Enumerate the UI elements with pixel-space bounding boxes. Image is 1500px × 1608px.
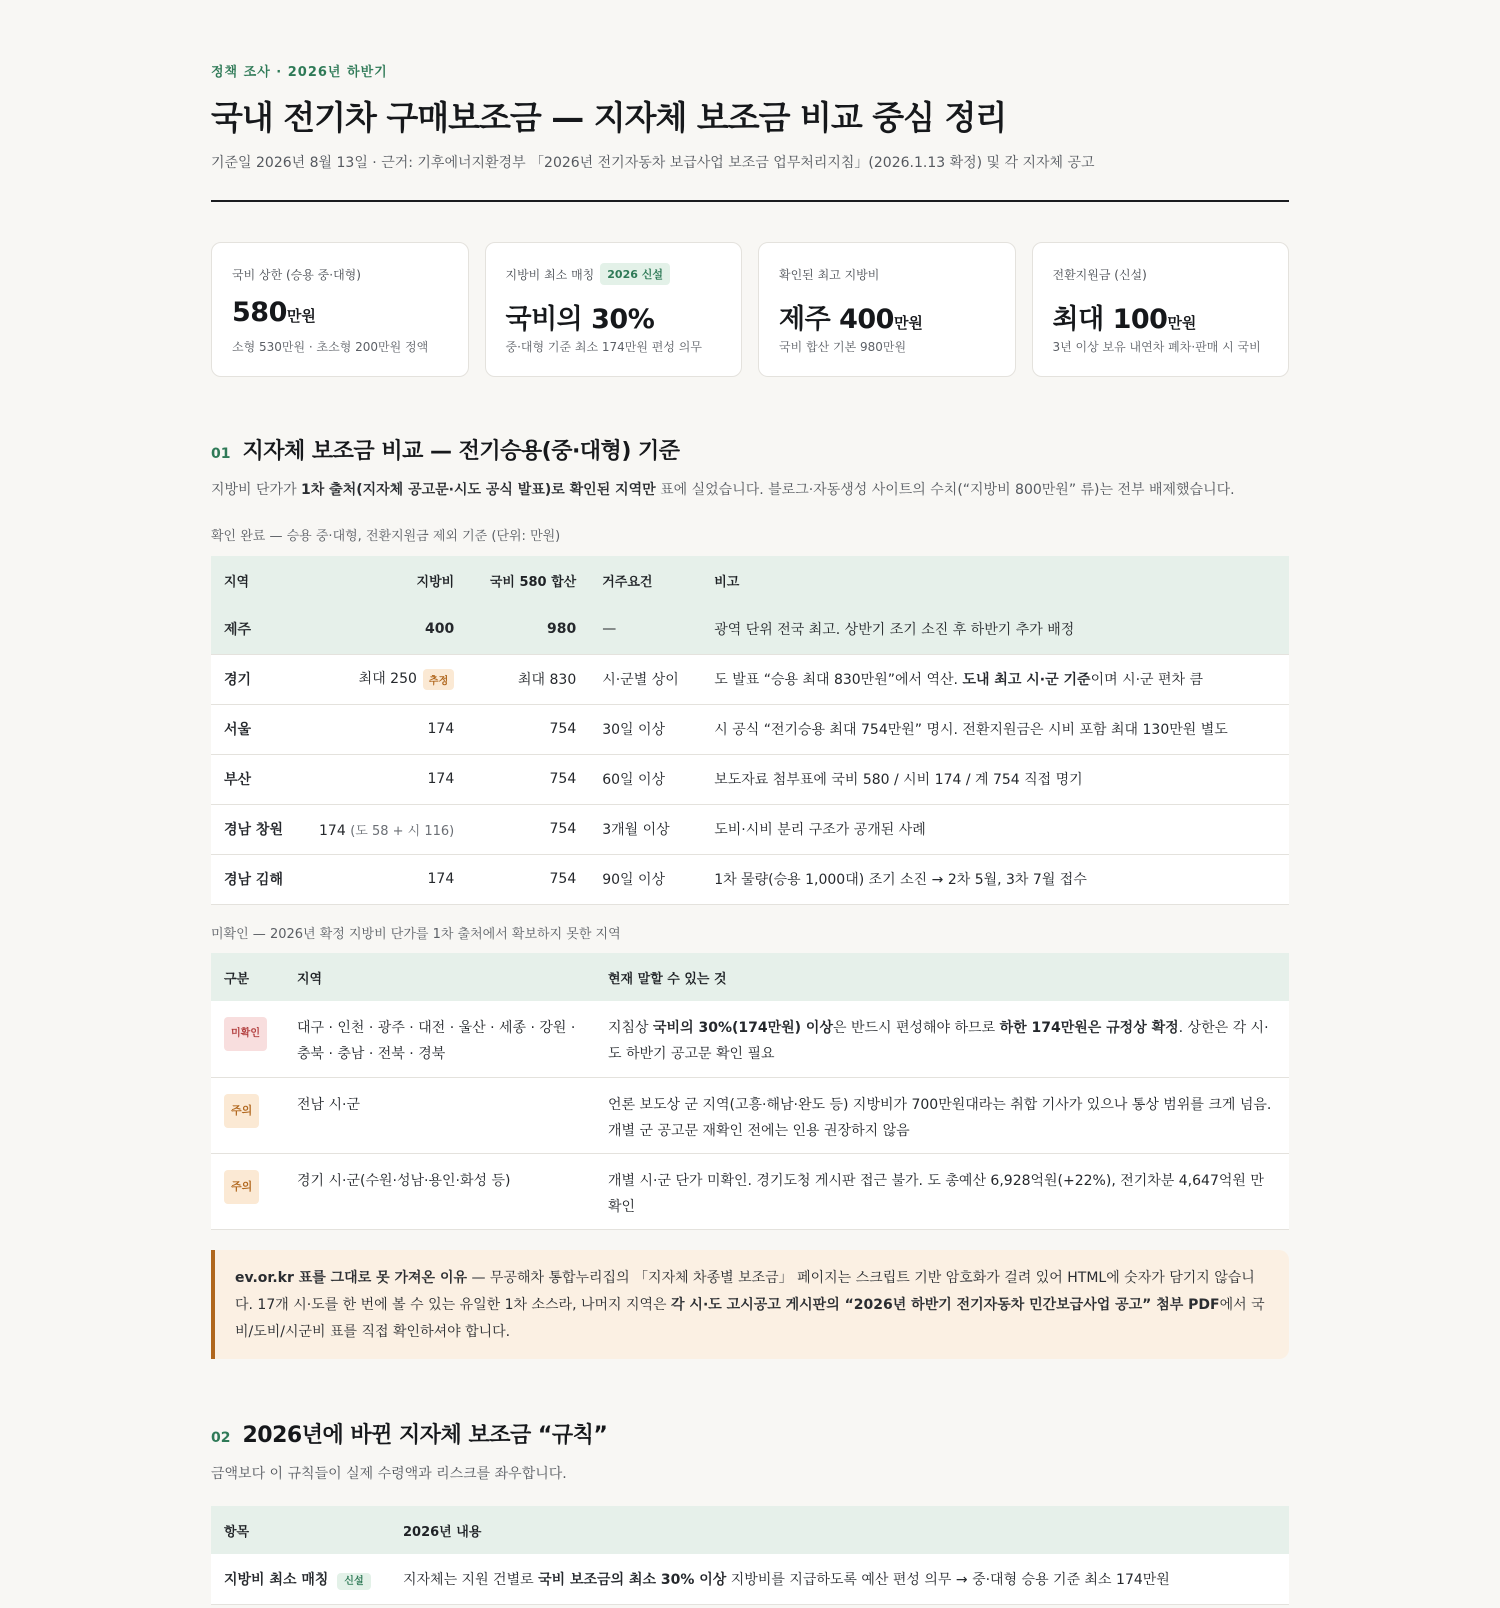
estimate-badge: 추정 [423, 669, 454, 690]
note-cell: 도비·시비 분리 구조가 공개된 사례 [701, 804, 1289, 854]
card-value [1053, 297, 1269, 336]
region-cell: 부산 [211, 754, 306, 804]
statement-cell: 개별 시·군 단가 미확인. 경기도청 게시판 접근 불가. 도 총예산 6,928억원(+22%), 전기차분 4,647억원 만 확인 [595, 1153, 1289, 1229]
summary-cards [211, 242, 1289, 377]
statement-cell [595, 1001, 1289, 1077]
caution-badge: 주의 [224, 1094, 259, 1128]
status-cell [211, 1077, 284, 1153]
caution-badge: 주의 [224, 1170, 259, 1204]
card-label-text: 지방비 최소 매칭 [505, 267, 595, 282]
evorkr-callout [211, 1250, 1289, 1359]
note-text: 이며 시·군 편차 큼 [1090, 672, 1204, 688]
summary-card-local-matching [485, 242, 743, 377]
local-subsidy-value: 174 [319, 822, 346, 839]
column-header: 구분 [211, 953, 284, 1001]
note-text: 도 발표 “승용 최대 830만원”에서 역산. [714, 672, 963, 688]
callout-emphasis: 각 시·도 고시공고 게시판의 “2026년 하반기 전기자동차 민간보급사업 공고” 첨부 PDF [671, 1297, 1220, 1313]
card-label [232, 263, 448, 285]
status-cell [211, 1153, 284, 1229]
region-cell: 경기 [211, 654, 306, 704]
table-header-row [211, 953, 1289, 1001]
section-01-description [211, 479, 1235, 499]
eyebrow: 정책 조사 · 2026년 하반기 [211, 65, 388, 80]
total-subsidy-cell: 754 [467, 804, 589, 854]
unconfirmed-regions-table [211, 953, 1289, 1230]
desc-text: 표에 실었습니다. 블로그·자동생성 사이트의 수치(“지방비 800만원” 류)는 전부 배제했습니다. [655, 482, 1235, 498]
region-cell: 경남 창원 [211, 804, 306, 854]
confirmed-table-caption: 확인 완료 — 승용 중·대형, 전환지원금 제외 기준 (단위: 만원) [211, 529, 561, 544]
residence-cell: 30일 이상 [589, 704, 701, 754]
card-value [506, 297, 722, 336]
table-row [211, 1001, 1289, 1077]
local-subsidy-cell [306, 804, 467, 854]
table-row [211, 604, 1289, 654]
section-number: 02 [211, 1430, 231, 1446]
table-row [211, 1554, 1289, 1604]
summary-card-conversion [1032, 242, 1290, 377]
statement-text: 지침상 [608, 1020, 654, 1036]
statement-text: 은 반드시 편성해야 하므로 [832, 1020, 1000, 1036]
summary-card-national-cap [211, 242, 469, 377]
card-label [506, 263, 722, 285]
desc-text: 지방비 단가가 [211, 482, 302, 498]
card-value-number: 국비의 30% [505, 304, 655, 335]
rule-content-cell [390, 1554, 1289, 1604]
statement-emphasis: 국비의 30%(174만원) 이상 [653, 1020, 833, 1036]
region-cell: 서울 [211, 704, 306, 754]
column-header: 현재 말할 수 있는 것 [595, 953, 1289, 1001]
table-row [211, 704, 1289, 754]
local-subsidy-cell: 174 [306, 704, 467, 754]
statement-text: . 상한은 각 시·도 하반기 공고문 확인 필요 [608, 1020, 1269, 1062]
rule-emphasis: 국비 보조금의 최소 30% 이상 [538, 1571, 727, 1588]
card-value-number: 최대 100 [1052, 304, 1168, 335]
card-note: 중·대형 기준 최소 174만원 편성 의무 [505, 340, 702, 354]
unconfirmed-table-caption: 미확인 — 2026년 확정 지방비 단가를 1차 출처에서 확보하지 못한 지역 [211, 927, 621, 942]
local-subsidy-breakdown: (도 58 + 시 116) [350, 823, 455, 839]
note-cell [701, 654, 1289, 704]
table-header-row [211, 556, 1289, 604]
page-subtitle: 기준일 2026년 8월 13일 · 근거: 기후에너지환경부 「2026년 전기자동차 보급사업 보조금 업무처리지침」(2026.1.13 확정) 및 각 지자체 공고 [211, 155, 1095, 171]
section-02-description: 금액보다 이 규칙들이 실제 수령액과 리스크를 좌우합니다. [211, 1466, 567, 1482]
note-cell: 시 공식 “전기승용 최대 754만원” 명시. 전환지원금은 시비 포함 최대 130만원 별도 [701, 704, 1289, 754]
title-divider [211, 200, 1289, 202]
card-note: 국비 합산 기본 980만원 [779, 340, 907, 354]
rule-text: 지자체는 지원 건별로 [403, 1571, 539, 1588]
new-badge: 신설 [337, 1573, 370, 1590]
column-header: 지방비 [306, 556, 467, 604]
note-cell: 1차 물량(승용 1,000대) 조기 소진 → 2차 5월, 3차 7월 접수 [701, 854, 1289, 904]
region-cell: 전남 시·군 [284, 1077, 595, 1153]
column-header: 거주요건 [589, 556, 701, 604]
table-row [211, 854, 1289, 904]
section-title: 지자체 보조금 비교 — 전기승용(중·대형) 기준 [242, 439, 680, 464]
card-label-text: 확인된 최고 지방비 [779, 267, 880, 282]
summary-card-top-local [758, 242, 1016, 377]
local-subsidy-cell: 174 [306, 754, 467, 804]
table-row [211, 804, 1289, 854]
table-row [211, 654, 1289, 704]
callout-text: 에서 국비/도비/시군비 표를 직접 확인하셔야 합니다. [235, 1297, 1265, 1340]
new-badge: 2026 신설 [600, 263, 670, 285]
column-header: 국비 580 합산 [467, 556, 589, 604]
section-title: 2026년에 바뀐 지자체 보조금 “규칙” [242, 1423, 608, 1448]
confirmed-regions-table [211, 556, 1289, 905]
desc-emphasis: 1차 출처(지자체 공고문·시도 공식 발표)로 확인된 지역만 [301, 482, 656, 498]
card-note: 소형 530만원 · 초소형 200만원 정액 [232, 340, 429, 354]
column-header: 2026년 내용 [390, 1506, 1289, 1554]
card-note: 3년 이상 보유 내연차 폐차·판매 시 국비 [1052, 340, 1261, 354]
total-subsidy-cell: 754 [467, 854, 589, 904]
local-subsidy-cell: 174 [306, 854, 467, 904]
callout-text: — 무공해차 통합누리집의 「지자체 차종별 보조금」 페이지는 스크립트 기반 암호화가 걸려 있어 HTML에 숫자가 담기지 않습니다. 17개 시·도를 한 번에 볼 수 있는 유일한 1차 소스라, 나머지 지역은 [235, 1270, 1255, 1313]
statement-cell: 언론 보도상 군 지역(고흥·해남·완도 등) 지방비가 700만원대라는 취합 기사가 있으나 통상 범위를 크게 넘음. 개별 군 공고문 재확인 전에는 인용 권장하지 않음 [595, 1077, 1289, 1153]
table-header-row [211, 1506, 1289, 1554]
section-number: 01 [211, 446, 231, 462]
card-value [232, 297, 448, 328]
page-title: 국내 전기차 구매보조금 — 지자체 보조금 비교 중심 정리 [211, 98, 1007, 137]
card-label-text: 국비 상한 (승용 중·대형) [232, 267, 361, 282]
note-cell: 보도자료 첨부표에 국비 580 / 시비 174 / 계 754 직접 명기 [701, 754, 1289, 804]
residence-cell: 시·군별 상이 [589, 654, 701, 704]
table-row [211, 1153, 1289, 1229]
column-header: 비고 [701, 556, 1289, 604]
card-value-number: 580 [232, 297, 287, 328]
card-value [779, 297, 995, 336]
column-header: 지역 [284, 953, 595, 1001]
total-subsidy-cell: 980 [467, 604, 589, 654]
callout-lead: ev.or.kr 표를 그대로 못 가져온 이유 [235, 1270, 467, 1286]
local-subsidy-value: 최대 250 [358, 671, 417, 688]
residence-cell: 90일 이상 [589, 854, 701, 904]
table-row [211, 754, 1289, 804]
rule-item-cell [211, 1554, 390, 1604]
total-subsidy-cell: 754 [467, 754, 589, 804]
section-02-heading [211, 1418, 607, 1449]
residence-cell: — [589, 604, 701, 654]
local-subsidy-cell: 400 [306, 604, 467, 654]
region-cell: 경기 시·군(수원·성남·용인·화성 등) [284, 1153, 595, 1229]
total-subsidy-cell: 754 [467, 704, 589, 754]
column-header: 지역 [211, 556, 306, 604]
rule-item-label: 지방비 최소 매칭 [224, 1571, 329, 1588]
rule-text: 지방비를 지급하도록 예산 편성 의무 → 중·대형 승용 기준 최소 174만원 [726, 1571, 1170, 1588]
unconfirmed-badge: 미확인 [224, 1017, 267, 1051]
note-emphasis: 도내 최고 시·군 기준 [962, 672, 1091, 688]
local-subsidy-cell [306, 654, 467, 704]
region-cell: 대구 · 인천 · 광주 · 대전 · 울산 · 세종 · 강원 · 충북 · 충남 · 전북 · 경북 [284, 1001, 595, 1077]
card-label [1053, 263, 1269, 285]
rules-table [211, 1506, 1289, 1605]
section-01-heading [211, 434, 680, 465]
card-label-text: 전환지원금 (신설) [1052, 267, 1147, 282]
region-cell: 경남 김해 [211, 854, 306, 904]
card-value-unit: 만원 [893, 314, 923, 332]
note-cell: 광역 단위 전국 최고. 상반기 조기 소진 후 하반기 추가 배정 [701, 604, 1289, 654]
card-value-number: 제주 400 [779, 304, 894, 335]
status-cell [211, 1001, 284, 1077]
card-value-unit: 만원 [1167, 314, 1197, 332]
table-row [211, 1077, 1289, 1153]
statement-emphasis: 하한 174만원은 규정상 확정 [999, 1020, 1179, 1036]
column-header: 항목 [211, 1506, 390, 1554]
card-label [779, 263, 995, 285]
residence-cell: 60일 이상 [589, 754, 701, 804]
residence-cell: 3개월 이상 [589, 804, 701, 854]
total-subsidy-cell: 최대 830 [467, 654, 589, 704]
region-cell: 제주 [211, 604, 306, 654]
card-value-unit: 만원 [286, 307, 316, 325]
